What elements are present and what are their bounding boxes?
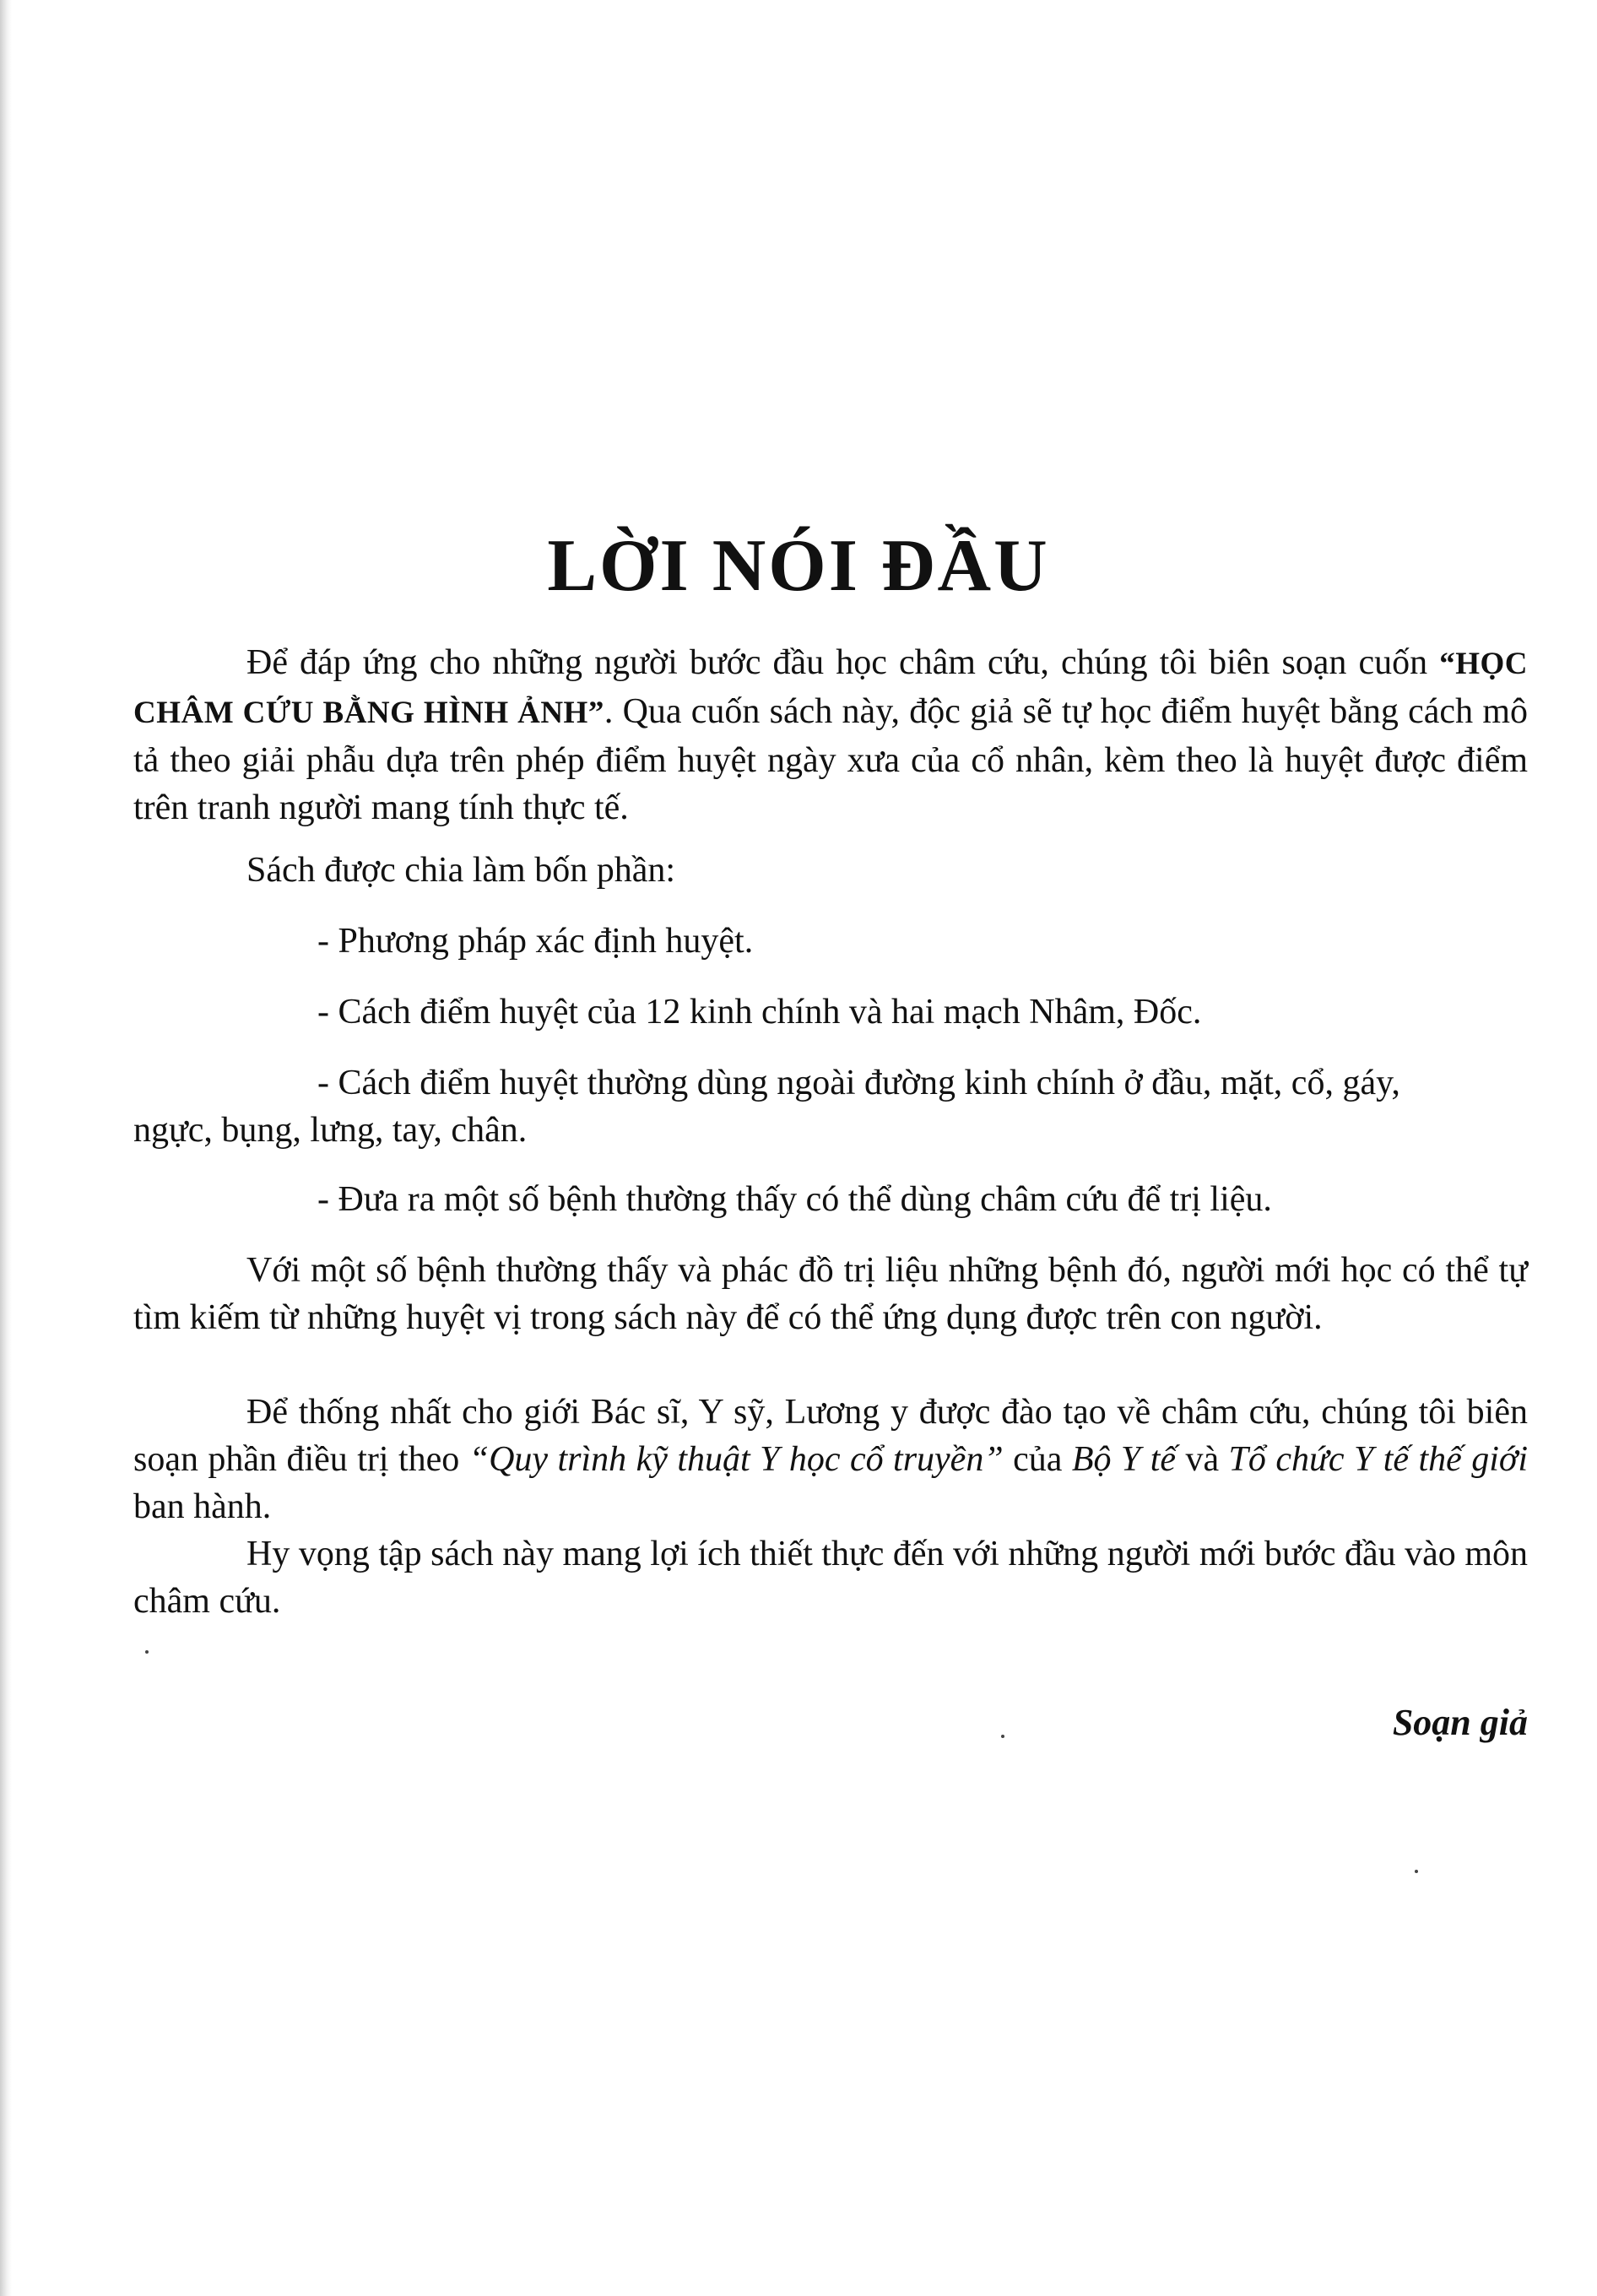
standard-paragraph: [133, 1389, 1528, 1530]
page-title: LỜI NÓI ĐẦU: [547, 524, 1050, 607]
regulation-title: “Quy trình kỹ thuật Y học cổ truyền”: [468, 1440, 1004, 1479]
part-item-3: - Cách điểm huyệt thường dùng ngoài đường kinh chính ở đầu, mặt, cổ, gáy,: [317, 1064, 1400, 1102]
scan-speck: [1415, 1870, 1418, 1873]
who-name: Tổ chức Y tế thế giới: [1228, 1440, 1528, 1479]
diseases-paragraph: Với một số bệnh thường thấy và phác đồ trị liệu những bệnh đó, người mới học có thể tự tìm kiếm từ những huyệt vị trong sách này để có thể ứng dụng được trên con người.: [133, 1251, 1528, 1337]
standard-and: và: [1176, 1440, 1229, 1479]
standard-tail: ban hành.: [133, 1487, 272, 1526]
intro-lead: Để đáp ứng cho những người bước đầu học châm cứu, chúng tôi biên soạn cuốn: [246, 643, 1440, 682]
scan-speck: [145, 1650, 149, 1654]
author-signature: Soạn giả: [1392, 1702, 1528, 1743]
book-title: “HỌC CHÂM CỨU BẰNG HÌNH ẢNH”: [133, 647, 1528, 730]
part-item-2: - Cách điểm huyệt của 12 kinh chính và hai mạch Nhâm, Đốc.: [317, 993, 1202, 1032]
part-item-4: - Đưa ra một số bệnh thường thấy có thể dùng châm cứu để trị liệu.: [317, 1180, 1272, 1219]
standard-lead: Để thống nhất cho giới Bác sĩ, Y sỹ, Lương y được đào tạo về châm cứu, chúng tôi biên soạn phần điều trị theo: [133, 1393, 1528, 1479]
standard-mid: của: [1003, 1440, 1072, 1479]
parts-intro: Sách được chia làm bốn phần:: [246, 851, 675, 890]
part-item-1: - Phương pháp xác định huyệt.: [317, 922, 754, 961]
intro-paragraph: [133, 639, 1528, 831]
part-item-3-continued: ngực, bụng, lưng, tay, chân.: [133, 1111, 528, 1150]
intro-rest: . Qua cuốn sách này, độc giả sẽ tự học điểm huyệt bằng cách mô tả theo giải phẫu dựa trên phép điểm huyệt ngày xưa của cổ nhân, kèm theo là huyệt được điểm trên tranh người mang tính thực tế.: [133, 692, 1528, 827]
hope-paragraph: Hy vọng tập sách này mang lợi ích thiết thực đến với những người mới bước đầu vào môn châm cứu.: [133, 1535, 1528, 1621]
scan-speck: [1001, 1735, 1004, 1738]
scan-edge-shadow: [0, 0, 12, 2296]
ministry-name: Bộ Y tế: [1071, 1440, 1177, 1479]
